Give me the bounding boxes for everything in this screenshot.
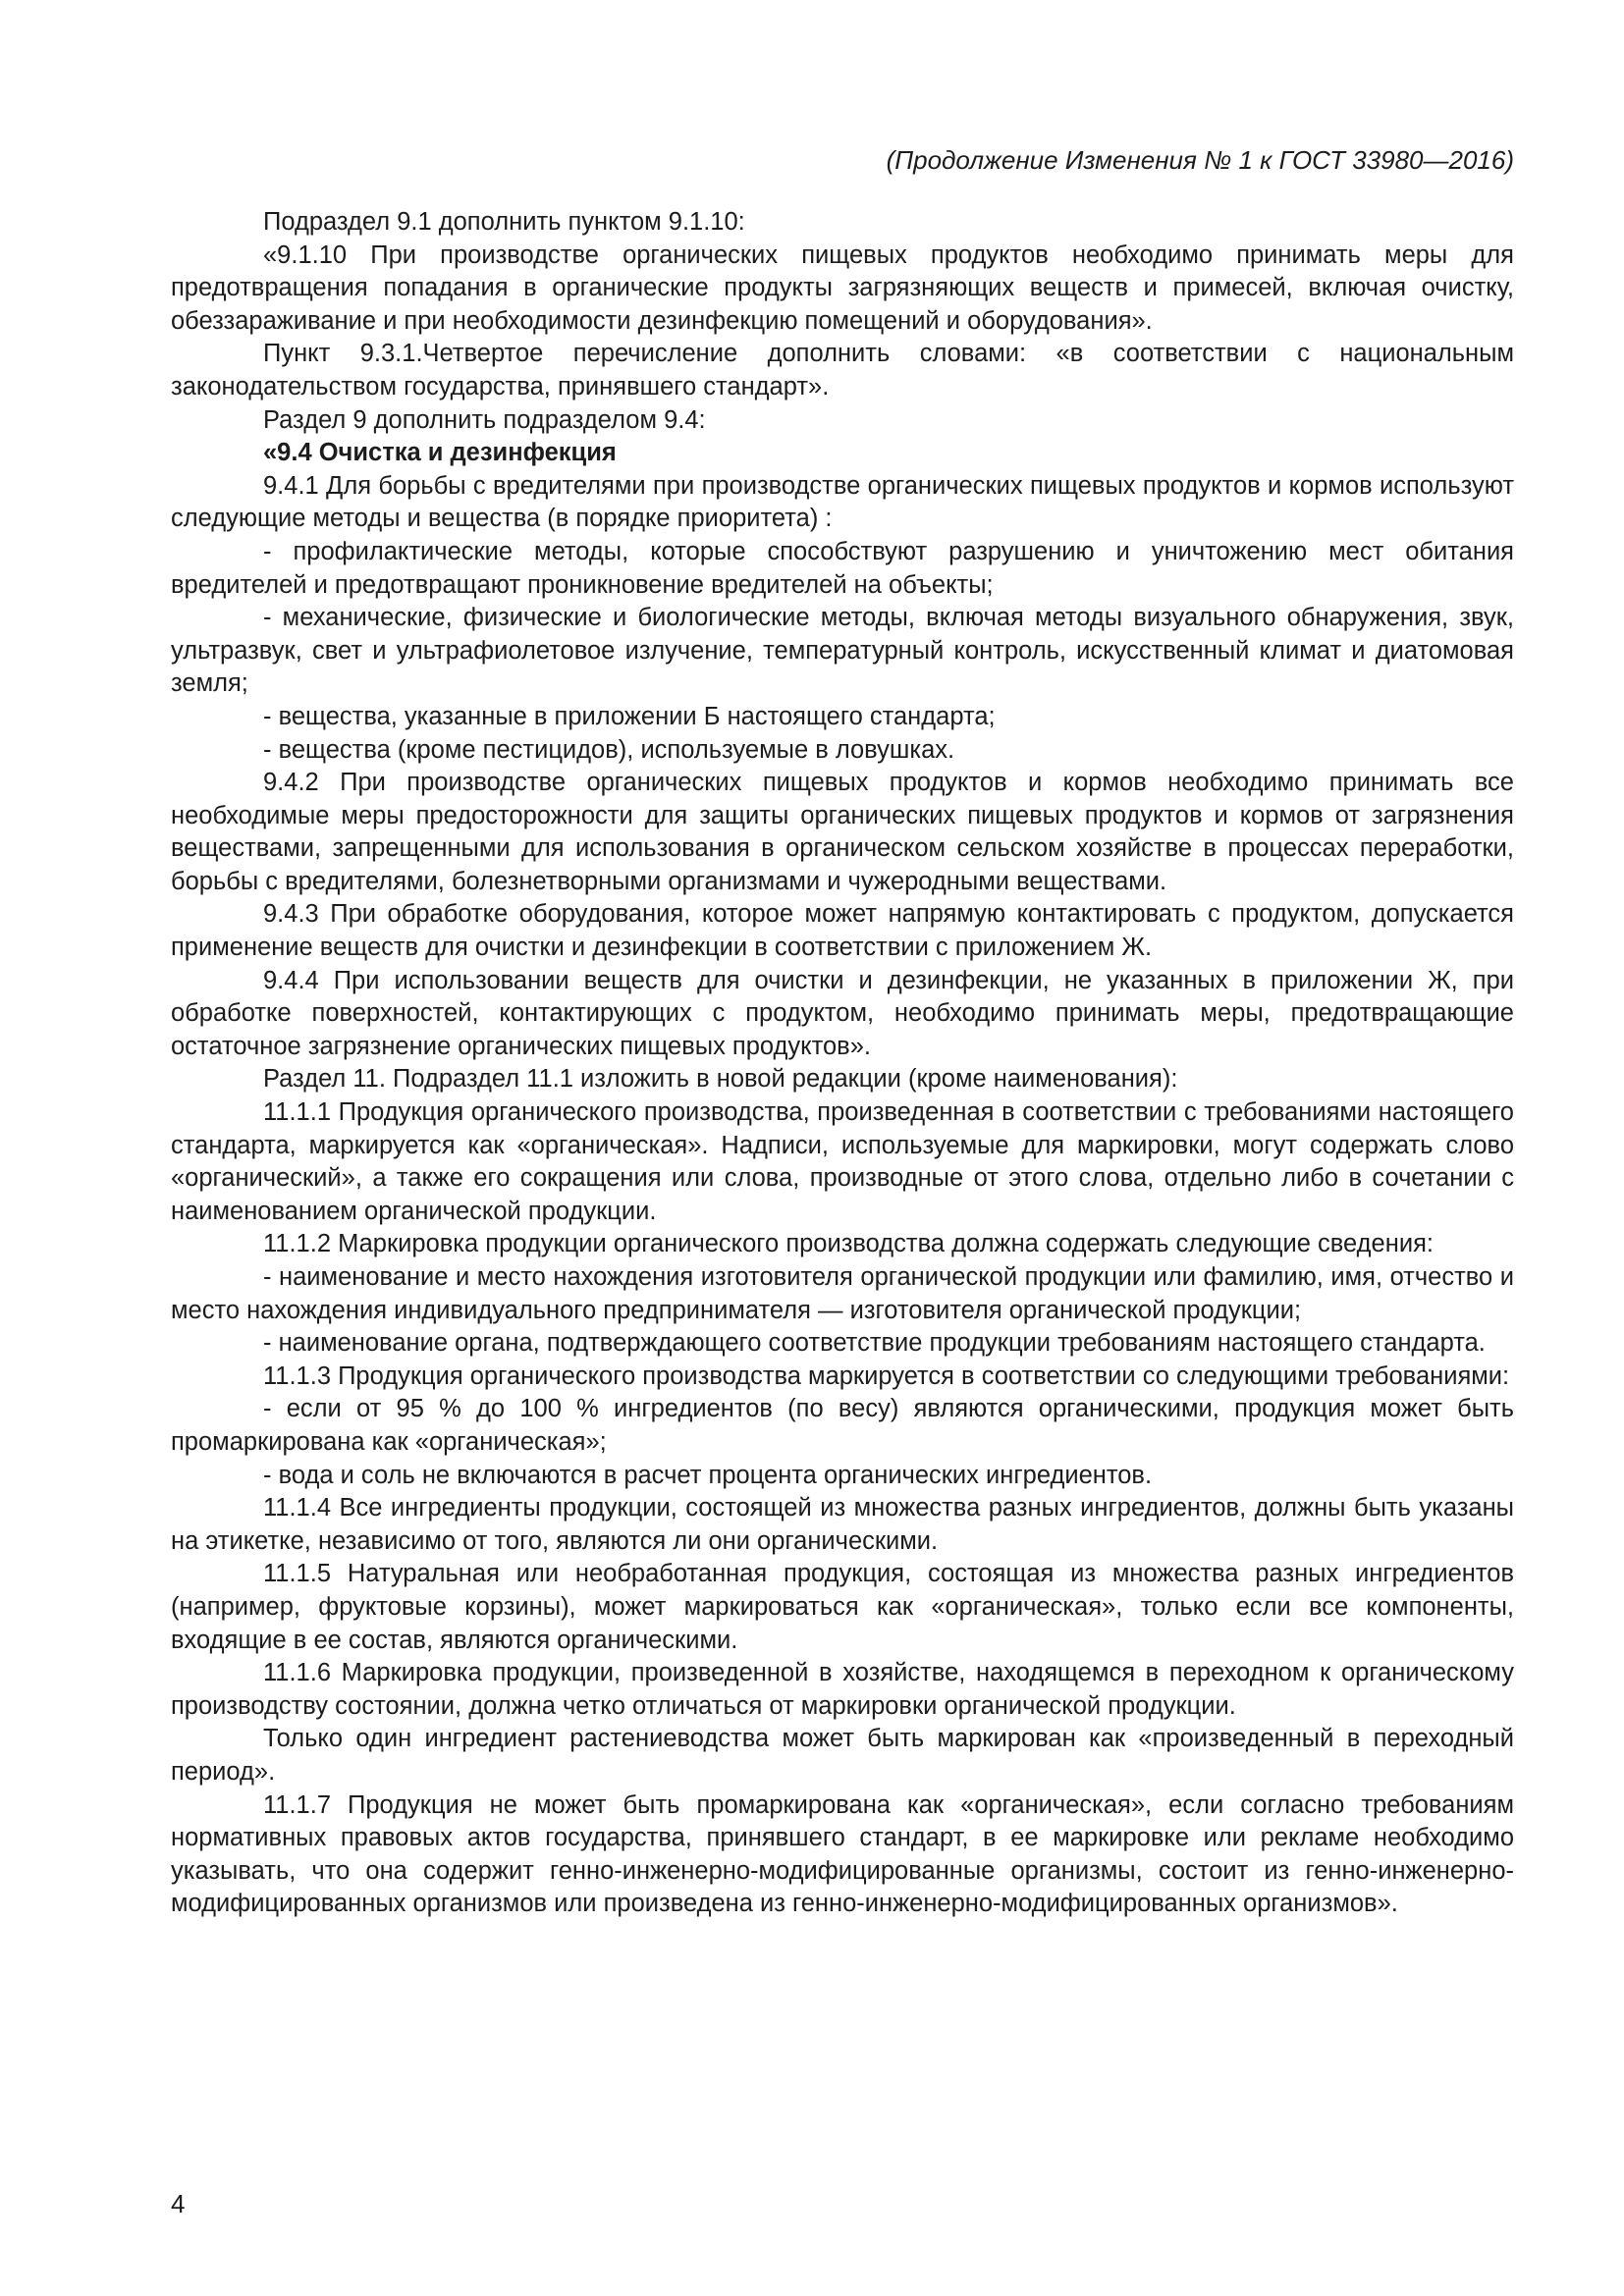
paragraph: Раздел 11. Подраздел 11.1 изложить в новой редакции (кроме наименования): xyxy=(263,1065,1178,1094)
paragraph: Подраздел 9.1 дополнить пунктом 9.1.10: xyxy=(263,208,745,236)
paragraph: Раздел 9 дополнить подразделом 9.4: xyxy=(263,405,706,434)
page-number: 4 xyxy=(171,2189,186,2218)
list-item: - вещества, указанные в приложении Б настоящего стандарта; xyxy=(263,702,996,730)
paragraph: Только один ингредиент растениеводства может быть маркирован как «произведенный в переходный период». xyxy=(171,1725,1514,1786)
paragraph: «9.1.10 При производстве органических пищевых продуктов необходимо принимать меры для предотвращения попадания в органические продукты загрязняющих веществ и примесей, включая очистку, обеззараживание и при необходимости дезинфекцию помещений и оборудования». xyxy=(171,240,1514,335)
list-item: - вода и соль не включаются в расчет процента органических ингредиентов. xyxy=(263,1461,1153,1489)
running-header: (Продолжение Изменения № 1 к ГОСТ 33980—2016) xyxy=(886,145,1514,175)
document-body xyxy=(171,206,1514,1921)
list-item: - механические, физические и биологические методы, включая методы визуального обнаружения, звук, ультразвук, свет и ультрафиолетовое излучение, температурный контроль, искусственный климат и диатомовая земля; xyxy=(171,604,1514,698)
section-heading: «9.4 Очистка и дезинфекция xyxy=(263,439,617,467)
list-item: - профилактические методы, которые способствуют разрушению и уничтожению мест обитания вредителей и предотвращают проникновение вредителей на объекты; xyxy=(171,537,1514,599)
paragraph: 9.4.4 При использовании веществ для очистки и дезинфекции, не указанных в приложении Ж, при обработке поверхностей, контактирующих с продуктом, необходимо принимать меры, предотвращающие остаточное загрязнение органических пищевых продуктов». xyxy=(171,966,1514,1060)
paragraph: 9.4.3 При обработке оборудования, которое может напрямую контактировать с продуктом, допускается применение веществ для очистки и дезинфекции в соответствии с приложением Ж. xyxy=(171,900,1514,962)
list-item: - наименование и место нахождения изготовителя органической продукции или фамилию, имя, отчество и место нахождения индивидуального предпринимателя — изготовителя органической продукции; xyxy=(171,1263,1514,1324)
paragraph: 11.1.2 Маркировка продукции органического производства должна содержать следующие сведения: xyxy=(263,1230,1434,1258)
paragraph: 11.1.1 Продукция органического производства, произведенная в соответствии с требованиями настоящего стандарта, маркируется как «органическая». Надписи, используемые для маркировки, могут содержать слово «органический», а также его сокращения или слова, производные от этого слова, отдельно либо в сочетании с наименованием органической продукции. xyxy=(171,1098,1514,1225)
paragraph: 11.1.7 Продукция не может быть промаркирована как «органическая», если согласно требованиям нормативных правовых актов государства, принявшего стандарт, в ее маркировке или рекламе необходимо указывать, что она содержит генно-инженерно-модифицированные организмы, состоит из генно-инженерно-модифицированных организмов или произведена из генно-инженерно-модифицированных организмов». xyxy=(171,1790,1514,1918)
paragraph: 11.1.3 Продукция органического производства маркируется в соответствии со следующими требованиями: xyxy=(263,1362,1510,1390)
paragraph: 11.1.5 Натуральная или необработанная продукция, состоящая из множества разных ингредиентов (например, фруктовые корзины), может маркироваться как «органическая», только если все компоненты, входящие в ее состав, являются органическими. xyxy=(171,1560,1514,1654)
paragraph: Пункт 9.3.1.Четвертое перечисление дополнить словами: «в соответствии с национальным законодательством государства, принявшего стандарт». xyxy=(171,340,1514,400)
list-item: - если от 95 % до 100 % ингредиентов (по весу) являются органическими, продукция может быть промаркирована как «органическая»; xyxy=(171,1395,1514,1456)
paragraph: 11.1.4 Все ингредиенты продукции, состоящей из множества разных ингредиентов, должны быть указаны на этикетке, независимо от того, являются ли они органическими. xyxy=(171,1494,1514,1555)
paragraph: 9.4.2 При производстве органических пищевых продуктов и кормов необходимо принимать все необходимые меры предосторожности для защиты органических пищевых продуктов и кормов от загрязнения веществами, запрещенными для использования в органическом сельском хозяйстве в процессах переработки, борьбы с вредителями, болезнетворными организмами и чужеродными веществами. xyxy=(171,769,1514,895)
list-item: - наименование органа, подтверждающего соответствие продукции требованиям настоящего стандарта. xyxy=(263,1329,1486,1358)
list-item: - вещества (кроме пестицидов), используемые в ловушках. xyxy=(263,735,955,764)
paragraph: 11.1.6 Маркировка продукции, произведенной в хозяйстве, находящемся в переходном к органическому производству состоянии, должна четко отличаться от маркировки органической продукции. xyxy=(171,1659,1514,1720)
paragraph: 9.4.1 Для борьбы с вредителями при производстве органических пищевых продуктов и кормов используют следующие методы и вещества (в порядке приоритета) : xyxy=(171,471,1514,533)
